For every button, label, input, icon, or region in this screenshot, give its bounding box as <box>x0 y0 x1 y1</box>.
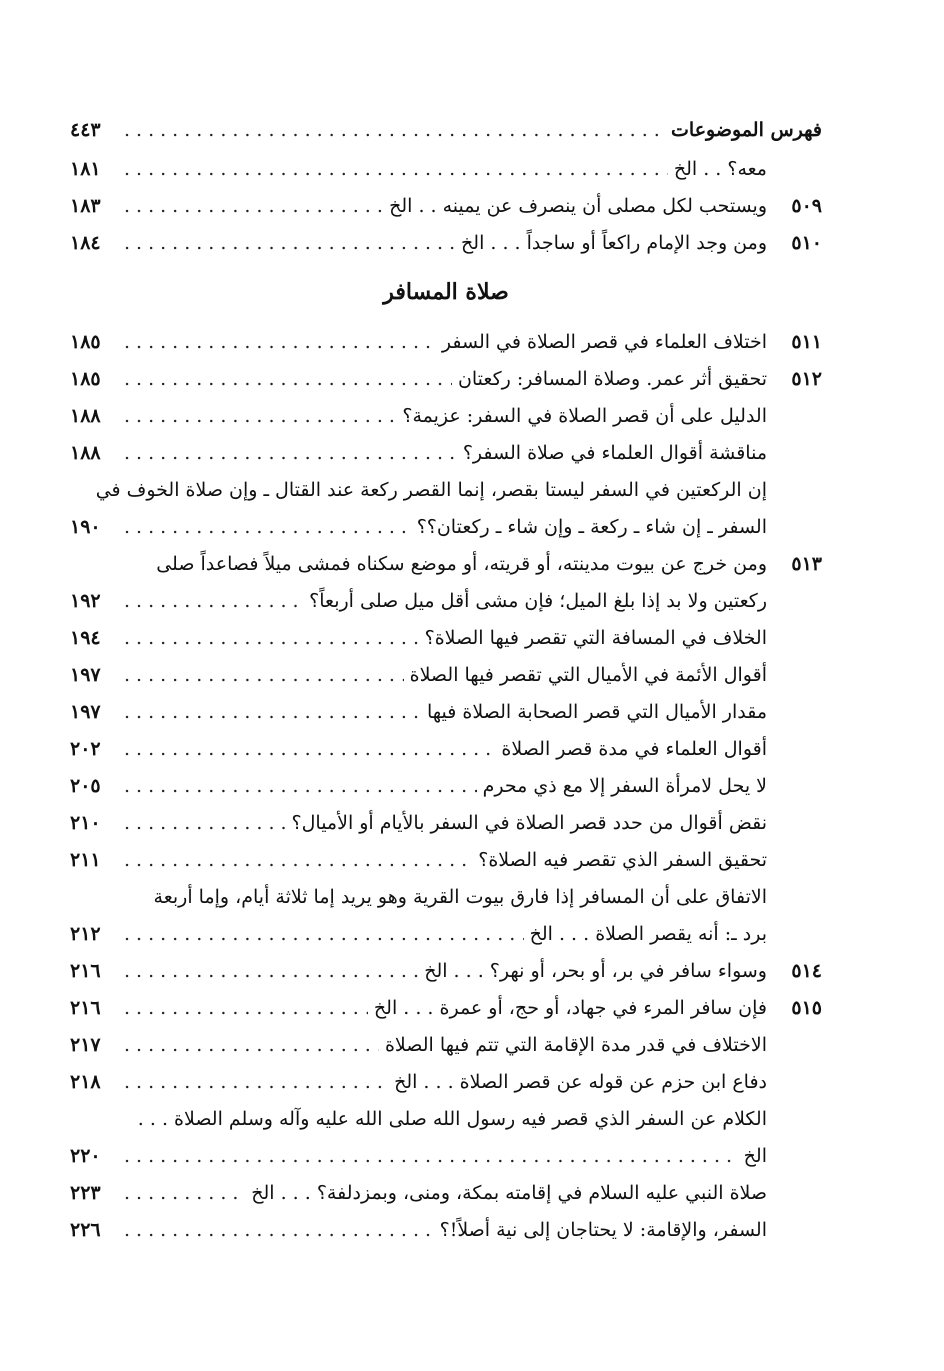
entry-page-number: ٢٢٦ <box>70 1218 101 1241</box>
entry-title: إن الركعتين في السفر ليستا بقصر، إنما القصر ركعة عند القتال ـ وإن صلاة الخوف في <box>95 478 767 501</box>
entry-number: ٥١٣ <box>791 552 822 575</box>
toc-entry <box>70 1063 822 1100</box>
toc-entry <box>70 767 822 804</box>
leader-dots <box>124 516 411 538</box>
toc-entry <box>70 952 822 989</box>
toc-entry <box>70 989 822 1026</box>
entry-title: ومن خرج عن بيوت مدينته، أو قريته، أو موضع سكناه فمشى ميلاً فصاعداً صلى <box>156 552 767 575</box>
entry-title: السفر، والإقامة: لا يحتاجان إلى نية أصلاً!؟ <box>439 1218 767 1241</box>
toc-entry <box>70 1026 822 1063</box>
entry-page-number: ١٨٥ <box>70 330 101 353</box>
entry-title: أقوال الأئمة في الأميال التي تقصر فيها الصلاة <box>409 663 767 686</box>
entry-page-number: ١٨٨ <box>70 404 101 427</box>
toc-entry <box>70 187 822 224</box>
entry-page-number: ١٩٢ <box>70 589 101 612</box>
entry-title: أقوال العلماء في مدة قصر الصلاة <box>501 737 767 760</box>
entry-title: الدليل على أن قصر الصلاة في السفر: عزيمة؟ <box>402 404 767 427</box>
entry-page-number: ٢٠٢ <box>70 737 101 760</box>
entry-page-number: ٢١٦ <box>70 996 101 1019</box>
entry-title: الاتفاق على أن المسافر إذا فارق بيوت القرية وهو يريد إما ثلاثة أيام، وإما أربعة <box>153 885 767 908</box>
toc-entry <box>70 360 822 397</box>
leader-dots <box>124 997 368 1019</box>
entry-page-number: ١٩٧ <box>70 663 101 686</box>
entry-page-number: ٢١٢ <box>70 922 101 945</box>
leader-dots <box>124 812 286 834</box>
entry-page-number: ٢٢٠ <box>70 1144 101 1167</box>
entry-page-number: ٢١٠ <box>70 811 101 834</box>
entry-page-number: ٢١٨ <box>70 1070 101 1093</box>
entry-title: فإن سافر المرء في جهاد، أو حج، أو عمرة . . . الخ <box>373 996 767 1019</box>
entry-page-number: ١٩٠ <box>70 515 101 538</box>
leader-dots <box>124 849 472 871</box>
leader-dots <box>124 195 383 217</box>
entry-page-number: ١٨٤ <box>70 231 101 254</box>
toc-entry <box>70 1174 822 1211</box>
toc-entry <box>70 730 822 767</box>
leader-dots <box>124 960 418 982</box>
entry-page-number: ٢٠٥ <box>70 774 101 797</box>
leader-dots <box>124 119 665 141</box>
leader-dots <box>124 331 436 353</box>
leader-dots <box>124 158 668 180</box>
header-page-number: ٤٤٣ <box>70 119 101 141</box>
toc-entry <box>70 397 822 434</box>
entry-number: ٥٠٩ <box>791 194 822 217</box>
entry-page-number: ١٨١ <box>70 157 101 180</box>
toc-entry <box>70 471 822 508</box>
entry-title: مناقشة أقوال العلماء في صلاة السفر؟ <box>462 441 767 464</box>
toc-entry <box>70 508 822 545</box>
entry-page-number: ٢١١ <box>70 848 101 871</box>
entry-number: ٥١٠ <box>791 231 822 254</box>
toc-entry <box>70 656 822 693</box>
entry-title: السفر ـ إن شاء ـ ركعة ـ وإن شاء ـ ركعتان؟؟ <box>416 515 767 538</box>
entry-page-number: ٢١٦ <box>70 959 101 982</box>
leader-dots <box>124 1034 379 1056</box>
leader-dots <box>124 1145 738 1167</box>
toc-entry <box>70 804 822 841</box>
leader-dots <box>124 627 419 649</box>
entry-title: صلاة النبي عليه السلام في إقامته بمكة، ومنى، وبمزدلفة؟ . . . الخ <box>251 1181 767 1204</box>
toc-entry <box>70 323 822 360</box>
leader-dots <box>124 1071 388 1093</box>
entry-number: ٥١٥ <box>791 996 822 1019</box>
entry-title: ومن وجد الإمام راكعاً أو ساجداً . . . الخ <box>461 231 767 254</box>
running-header <box>70 110 822 150</box>
toc-entry <box>70 619 822 656</box>
toc-entry <box>70 841 822 878</box>
entry-title: الكلام عن السفر الذي قصر فيه رسول الله صلى الله عليه وآله وسلم الصلاة . . . <box>137 1107 767 1130</box>
leader-dots <box>124 405 396 427</box>
header-title: فهرس الموضوعات <box>671 119 822 141</box>
entry-title: تحقيق أثر عمر. وصلاة المسافر: ركعتان <box>457 367 767 390</box>
leader-dots <box>124 664 404 686</box>
entry-page-number: ١٩٧ <box>70 700 101 723</box>
toc-entry <box>70 1211 822 1248</box>
leader-dots <box>124 701 421 723</box>
entry-title: ويستحب لكل مصلى أن ينصرف عن يمينه . . الخ <box>389 194 767 217</box>
entry-title: مقدار الأميال التي قصر الصحابة الصلاة فيها <box>426 700 767 723</box>
entry-title: وسواء سافر في بر، أو بحر، أو نهر؟ . . . الخ <box>424 959 767 982</box>
toc-entry <box>70 693 822 730</box>
entry-title: برد ـ: أنه يقصر الصلاة . . . الخ <box>529 922 767 945</box>
leader-dots <box>124 368 452 390</box>
leader-dots <box>124 590 303 612</box>
leader-dots <box>124 923 524 945</box>
entry-page-number: ١٨٣ <box>70 194 101 217</box>
entry-title: نقض أقوال من حدد قصر الصلاة في السفر بالأيام أو الأميال؟ <box>291 811 767 834</box>
entry-page-number: ١٨٨ <box>70 441 101 464</box>
entry-title: دفاع ابن حزم عن قوله عن قصر الصلاة . . . الخ <box>394 1070 767 1093</box>
leader-dots <box>124 1219 434 1241</box>
toc-page <box>70 110 822 1248</box>
section-heading: صلاة المسافر <box>383 279 509 305</box>
leader-dots <box>124 232 455 254</box>
leader-dots <box>124 442 457 464</box>
toc-entry <box>70 915 822 952</box>
entry-title: الاختلاف في قدر مدة الإقامة التي تتم فيها الصلاة <box>384 1033 767 1056</box>
entry-title: لا يحل لامرأة السفر إلا مع ذي محرم <box>482 774 767 797</box>
entry-page-number: ١٨٥ <box>70 367 101 390</box>
leader-dots <box>124 1182 245 1204</box>
entry-number: ٥١٤ <box>791 959 822 982</box>
leader-dots <box>124 738 495 760</box>
entry-number: ٥١١ <box>791 330 822 353</box>
toc-entry <box>70 1137 822 1174</box>
entry-page-number: ١٩٤ <box>70 626 101 649</box>
toc-entry <box>70 545 822 582</box>
toc-entry <box>70 582 822 619</box>
entry-title: تحقيق السفر الذي تقصر فيه الصلاة؟ <box>478 848 767 871</box>
entry-number: ٥١٢ <box>791 367 822 390</box>
toc-entry <box>70 1100 822 1137</box>
toc-entry <box>70 224 822 261</box>
entry-title: ركعتين ولا بد إذا بلغ الميل؛ فإن مشى أقل ميل صلى أربعاً؟ <box>309 589 767 612</box>
entry-page-number: ٢٢٣ <box>70 1181 101 1204</box>
entry-page-number: ٢١٧ <box>70 1033 101 1056</box>
toc-entry <box>70 878 822 915</box>
toc-entry <box>70 150 822 187</box>
toc-entry <box>70 434 822 471</box>
entry-title: الخلاف في المسافة التي تقصر فيها الصلاة؟ <box>424 626 767 649</box>
entry-title: الخ <box>743 1144 767 1167</box>
entry-title: اختلاف العلماء في قصر الصلاة في السفر <box>441 330 767 353</box>
entry-title: معه؟ . . الخ <box>673 157 767 180</box>
leader-dots <box>124 775 477 797</box>
